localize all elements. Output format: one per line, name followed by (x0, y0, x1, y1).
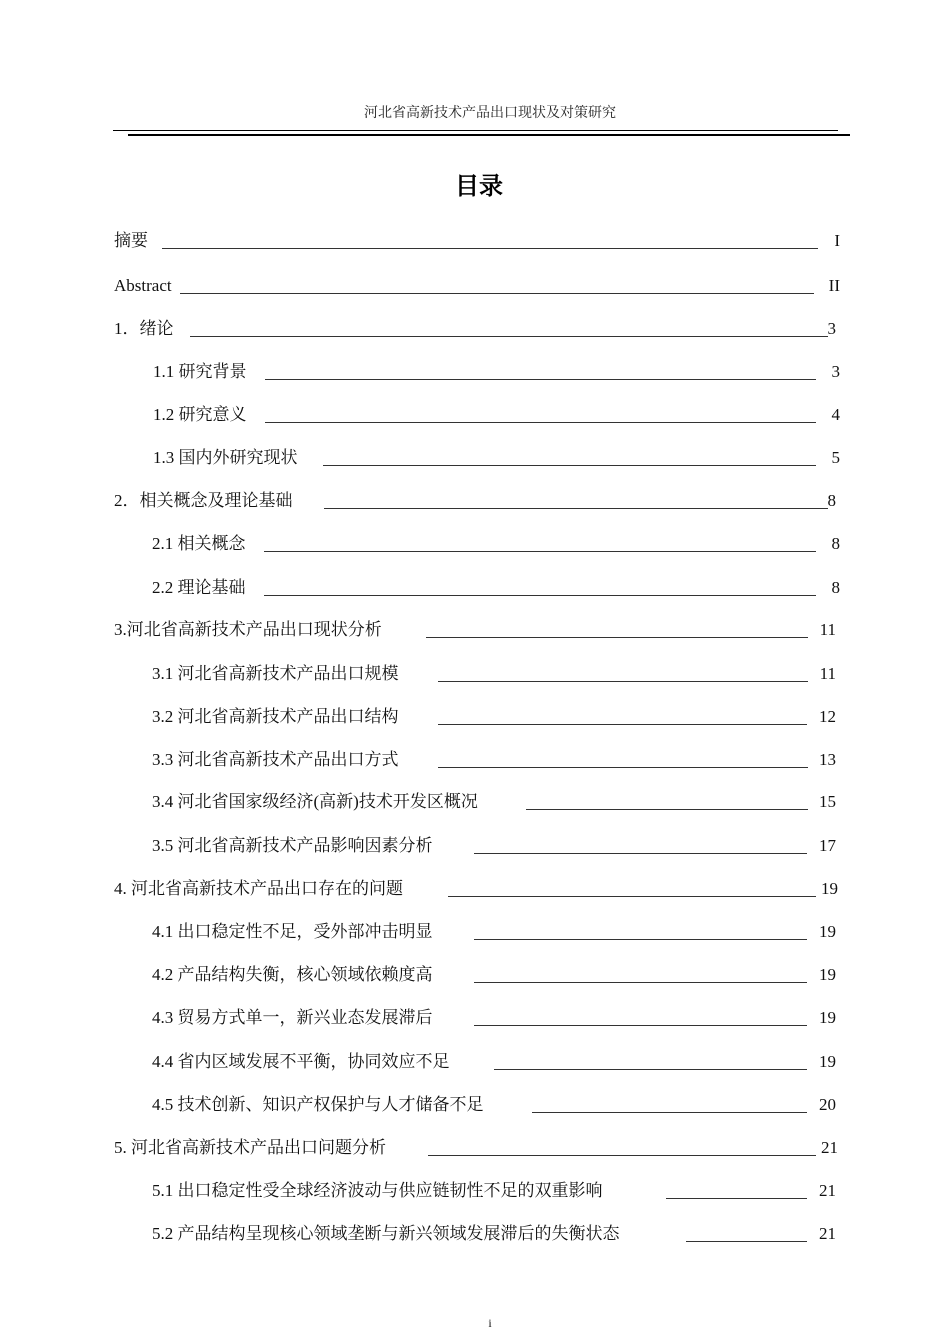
toc-entry[interactable] (152, 1006, 836, 1036)
toc-entry-page: 19 (819, 965, 836, 984)
toc-entry-page: I (834, 231, 840, 250)
toc-entry[interactable] (152, 790, 836, 820)
toc-entry-page: 11 (819, 620, 836, 639)
toc-entry-page: 8 (831, 534, 840, 553)
toc-entry-page: 21 (821, 1138, 838, 1157)
toc-entry-page: 11 (819, 664, 836, 683)
toc-entry-leader (324, 508, 828, 509)
toc-entry[interactable] (114, 317, 840, 347)
toc-entry-leader (474, 853, 807, 854)
toc-entry-label: 2．相关概念及理论基础 (114, 491, 293, 510)
toc-entry-leader (494, 1069, 807, 1070)
toc-entry[interactable] (114, 489, 840, 519)
toc-entry-label: 4.5 技术创新、知识产权保护与人才储备不足 (152, 1095, 484, 1114)
toc-entry-leader (180, 293, 814, 294)
toc-entry-page: 8 (831, 578, 840, 597)
toc-entry-page: 4 (831, 405, 840, 424)
toc-entry-page: 3 (831, 362, 840, 381)
toc-entry-leader (438, 724, 807, 725)
toc-entry[interactable] (152, 1050, 836, 1080)
toc-entry-page: 17 (819, 836, 836, 855)
toc-entry-leader (265, 422, 816, 423)
toc-entry-leader (474, 982, 807, 983)
toc-entry-leader (265, 379, 816, 380)
toc-entry[interactable] (152, 1222, 836, 1252)
toc-entry-leader (448, 896, 816, 897)
toc-entry[interactable] (153, 446, 840, 476)
toc-entry-leader (526, 809, 808, 810)
toc-entry-leader (428, 1155, 816, 1156)
toc-entry[interactable] (152, 963, 836, 993)
toc-entry-leader (474, 1025, 807, 1026)
toc-entry-label: 5.2 产品结构呈现核心领域垄断与新兴领域发展滞后的失衡状态 (152, 1224, 620, 1243)
toc-entry-label: 3.5 河北省高新技术产品影响因素分析 (152, 836, 433, 855)
toc-entry[interactable] (153, 360, 840, 390)
page-number: i (488, 1316, 492, 1330)
toc-entry[interactable] (152, 834, 836, 864)
toc-entry-label: 4.3 贸易方式单一，新兴业态发展滞后 (152, 1008, 433, 1027)
toc-entry-label: 4.2 产品结构失衡，核心领域依赖度高 (152, 965, 433, 984)
toc-entry-label: 3.2 河北省高新技术产品出口结构 (152, 707, 399, 726)
toc-entry-leader (323, 465, 816, 466)
toc-entry-label: 3.1 河北省高新技术产品出口规模 (152, 664, 399, 683)
toc-entry-page: 15 (819, 792, 836, 811)
toc-entry-page: 19 (819, 1008, 836, 1027)
toc-entry[interactable] (152, 662, 836, 692)
toc-entry-label: 3.4 河北省国家级经济(高新)技术开发区概况 (152, 792, 478, 811)
toc-entry[interactable] (152, 748, 836, 778)
toc-entry-page: 20 (819, 1095, 836, 1114)
toc-entry[interactable] (114, 229, 840, 259)
toc-entry-leader (438, 681, 808, 682)
toc-entry-page: 21 (819, 1181, 836, 1200)
toc-entry-label: 2.2 理论基础 (152, 578, 246, 597)
toc-entry[interactable] (152, 705, 836, 735)
toc-entry[interactable] (152, 532, 840, 562)
toc-entry-page: 21 (819, 1224, 836, 1243)
toc-entry-label: Abstract (114, 276, 172, 295)
toc-entry-label: 1.3 国内外研究现状 (153, 448, 298, 467)
toc-entry[interactable] (153, 403, 840, 433)
toc-entry-page: 5 (831, 448, 840, 467)
toc-entry-leader (438, 767, 808, 768)
toc-entry-label: 1．绪论 (114, 319, 174, 338)
toc-entry-page: 3 (827, 319, 836, 338)
toc-entry[interactable] (114, 274, 840, 304)
toc-entry[interactable] (152, 1093, 836, 1123)
toc-entry-label: 4.4 省内区域发展不平衡，协同效应不足 (152, 1052, 450, 1071)
toc-entry-label: 3.3 河北省高新技术产品出口方式 (152, 750, 399, 769)
toc-entry-label: 1.2 研究意义 (153, 405, 247, 424)
toc-entry-leader (426, 637, 808, 638)
toc-entry-page: 19 (821, 879, 838, 898)
toc-entry-label: 5. 河北省高新技术产品出口问题分析 (114, 1138, 386, 1157)
toc-entry-leader (532, 1112, 807, 1113)
toc-entry-page: II (828, 276, 840, 295)
toc-entry-leader (264, 595, 816, 596)
running-header: 河北省高新技术产品出口现状及对策研究 (364, 106, 616, 121)
toc-entry[interactable] (152, 920, 836, 950)
toc-entry-label: 4. 河北省高新技术产品出口存在的问题 (114, 879, 403, 898)
toc-entry[interactable] (114, 877, 838, 907)
toc-entry[interactable] (152, 576, 840, 606)
toc-entry-label: 5.1 出口稳定性受全球经济波动与供应链韧性不足的双重影响 (152, 1181, 603, 1200)
toc-entry-page: 12 (819, 707, 836, 726)
toc-entry-page: 19 (819, 922, 836, 941)
toc-entry[interactable] (152, 1179, 836, 1209)
toc-entry-label: 4.1 出口稳定性不足，受外部冲击明显 (152, 922, 433, 941)
toc-entry-label: 3.河北省高新技术产品出口现状分析 (114, 620, 382, 639)
toc-entry[interactable] (114, 1136, 838, 1166)
toc-entry-label: 1.1 研究背景 (153, 362, 247, 381)
toc-entry-leader (666, 1198, 807, 1199)
toc-entry-leader (162, 248, 818, 249)
toc-entry-page: 19 (819, 1052, 836, 1071)
toc-title: 目录 (455, 172, 503, 200)
toc-entry-leader (474, 939, 807, 940)
toc-entry-leader (686, 1241, 807, 1242)
toc-entry[interactable] (114, 618, 836, 648)
toc-entry-leader (264, 551, 816, 552)
toc-entry-label: 2.1 相关概念 (152, 534, 246, 553)
toc-entry-page: 13 (819, 750, 836, 769)
toc-entry-label: 摘要 (114, 231, 148, 250)
toc-entry-page: 8 (827, 491, 836, 510)
toc-entry-leader (190, 336, 828, 337)
